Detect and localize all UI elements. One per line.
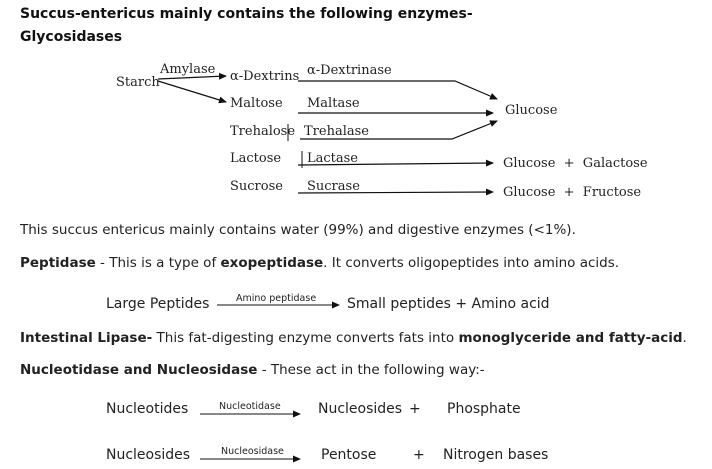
nucleotidase-label: Nucleotidase	[219, 401, 281, 412]
label-glucose-galactose: Glucose + Galactose	[503, 156, 648, 171]
paragraph-composition: This succus entericus mainly contains water (99%) and digestive enzymes (<1%).	[20, 222, 576, 238]
peptidase-bold: exopeptidase	[220, 255, 324, 271]
peptidase-heading: Peptidase	[20, 255, 96, 271]
label-alpha-dextrins: α-Dextrins	[230, 69, 300, 84]
nucleosidase-label: Nucleosidase	[221, 446, 284, 457]
label-trehalose: Trehalose	[230, 124, 296, 139]
peptidase-text-2: . It converts oligopeptides into amino acids.	[323, 255, 620, 271]
label-sucrase: Sucrase	[307, 179, 360, 194]
peptide-enzyme-label: Amino peptidase	[236, 293, 317, 304]
label-lactose: Lactose	[230, 151, 282, 166]
lipase-text-1: This fat-digesting enzyme converts fats into	[152, 330, 459, 346]
lipase-heading: Intestinal Lipase-	[20, 330, 153, 346]
label-starch: Starch	[116, 75, 160, 90]
label-alpha-dextrinase: α-Dextrinase	[307, 63, 392, 78]
nucleoside-reactant: Nucleosides	[106, 447, 191, 463]
page-title: Succus-entericus mainly contains the following enzymes-	[20, 6, 473, 22]
nucleotide-plus: +	[409, 401, 421, 417]
nucleoside-product-2: Nitrogen bases	[443, 447, 549, 463]
nucleoside-product-1: Pentose	[321, 447, 377, 463]
label-maltose: Maltose	[230, 96, 283, 111]
nucleotide-product-1: Nucleosides	[318, 401, 403, 417]
lipase-text-2: .	[682, 330, 687, 346]
label-maltase: Maltase	[307, 96, 360, 111]
label-glucose-fructose: Glucose + Fructose	[503, 185, 642, 200]
peptide-products: Small peptides + Amino acid	[347, 296, 550, 312]
label-lactase: Lactase	[307, 151, 359, 166]
label-trehalase: Trehalase	[304, 124, 369, 139]
nucleo-text: - These act in the following way:-	[257, 362, 485, 378]
nucleotide-product-2: Phosphate	[447, 401, 521, 417]
label-sucrose: Sucrose	[230, 179, 283, 194]
peptide-reactant: Large Peptides	[106, 296, 210, 312]
lipase-bold: monoglyceride and fatty-acid	[458, 330, 683, 346]
nucleoside-plus: +	[413, 447, 425, 463]
label-glucose: Glucose	[505, 103, 558, 118]
section-heading-glycosidases: Glycosidases	[20, 29, 123, 45]
label-amylase: Amylase	[160, 62, 216, 77]
nucleotide-reactant: Nucleotides	[106, 401, 189, 417]
peptidase-text-1: - This is a type of	[95, 255, 221, 271]
nucleo-heading: Nucleotidase and Nucleosidase	[20, 362, 258, 378]
